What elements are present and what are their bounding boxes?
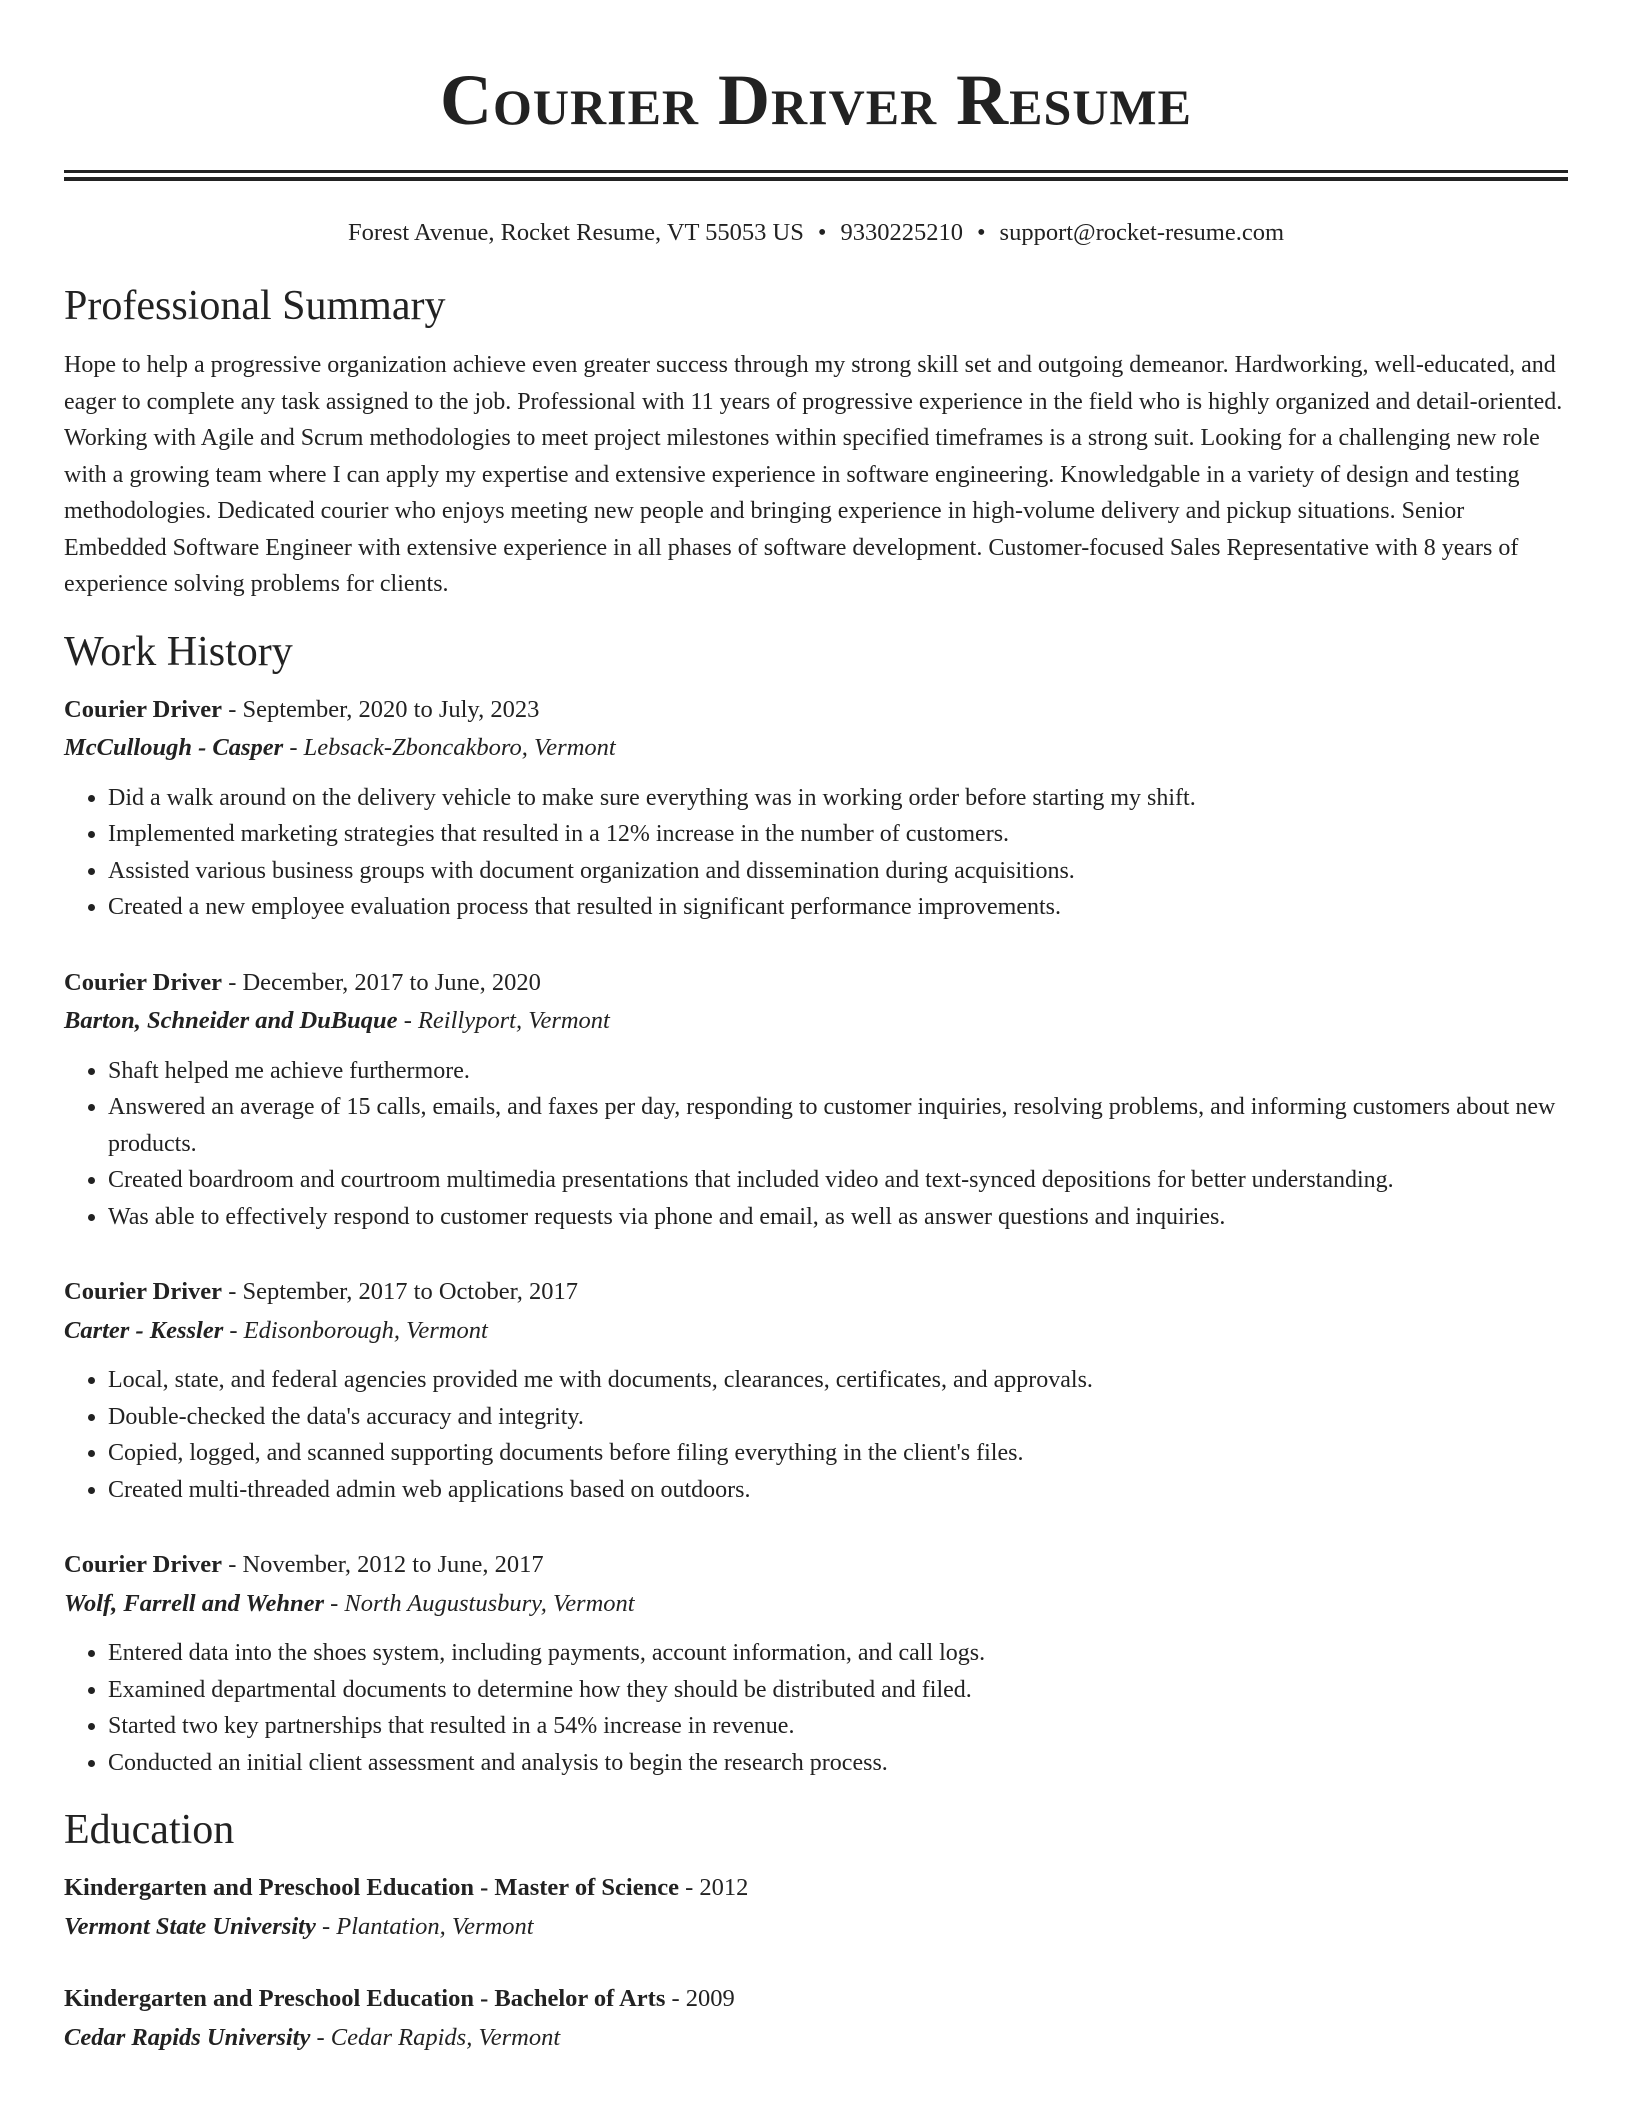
job-entry bbox=[64, 964, 1568, 1236]
summary-text: Hope to help a progressive organization achieve even greater success through my strong skill set and outgoing demeanor. Hardworking, well-educated, and eager to complete any task assigned to the job. Professional with 11 years of progressive experience in the field who is highly organized and detail-oriented. Working with Agile and Scrum methodologies to meet project milestones within specified timeframes is a strong suit. Looking for a challenging new role with a growing team where I can apply my expertise and extensive experience in software engineering. Knowledgable in a variety of design and testing methodologies. Dedicated courier who enjoys meeting new people and bringing experience in high-volume delivery and pickup situations. Senior Embedded Software Engineer with extensive experience in all phases of software development. Customer-focused Sales Representative with 8 years of experience solving problems for clients. bbox=[64, 352, 1563, 597]
job-entry bbox=[64, 691, 1568, 926]
job-role: Courier Driver bbox=[64, 1551, 223, 1578]
job-bullets bbox=[64, 1053, 1568, 1236]
job-title-line bbox=[64, 1273, 1568, 1312]
work-history-heading: Work History bbox=[64, 628, 293, 675]
job-bullets bbox=[64, 1362, 1568, 1508]
job-bullets bbox=[64, 780, 1568, 926]
job-title-line bbox=[64, 1546, 1568, 1585]
contact-line bbox=[64, 217, 1568, 249]
list-item: • Examined departmental documents to determine how they should be distributed and filed. bbox=[108, 1672, 1568, 1709]
page-title: Courier Driver Resume bbox=[440, 60, 1192, 140]
job-location: - Lebsack-Zboncakboro, Vermont bbox=[283, 734, 616, 761]
job-company-line bbox=[64, 1312, 1568, 1351]
job-entry bbox=[64, 1273, 1568, 1508]
job-role: Courier Driver bbox=[64, 695, 223, 723]
job-location: - Reillyport, Vermont bbox=[397, 1007, 610, 1034]
job-company-line bbox=[64, 1585, 1568, 1624]
contact-separator: • bbox=[976, 219, 986, 246]
list-item: • Started two key partnerships that resulted in a 54% increase in revenue. bbox=[108, 1708, 1568, 1745]
job-dates: - September, 2020 to July, 2023 bbox=[222, 695, 540, 723]
list-item: • Implemented marketing strategies that resulted in a 12% increase in the number of customers. bbox=[108, 816, 1568, 853]
job-title-line bbox=[64, 691, 1568, 730]
job-company: Barton, Schneider and DuBuque bbox=[64, 1007, 398, 1034]
job-title-line bbox=[64, 964, 1568, 1003]
education-school: Cedar Rapids University bbox=[64, 2023, 311, 2051]
list-item: • Created multi-threaded admin web applications based on outdoors. bbox=[108, 1472, 1568, 1509]
list-item: • Answered an average of 15 calls, emails, and faxes per day, responding to customer inquiries, resolving problems, and informing customers about new products. bbox=[108, 1089, 1568, 1162]
list-item: • Did a walk around on the delivery vehicle to make sure everything was in working order before starting my shift. bbox=[108, 780, 1568, 817]
education-year: - 2012 bbox=[678, 1874, 749, 1901]
job-dates: - September, 2017 to October, 2017 bbox=[222, 1278, 578, 1305]
job-company: Wolf, Farrell and Wehner bbox=[64, 1589, 325, 1617]
list-item: • Entered data into the shoes system, including payments, account information, and call logs. bbox=[108, 1635, 1568, 1672]
list-item: • Assisted various business groups with document organization and dissemination during acquisitions. bbox=[108, 853, 1568, 890]
education-heading: Education bbox=[64, 1807, 235, 1853]
job-location: - North Augustusbury, Vermont bbox=[324, 1589, 635, 1617]
job-dates: - November, 2012 to June, 2017 bbox=[222, 1551, 544, 1578]
list-item: • Created boardroom and courtroom multimedia presentations that included video and text-synced depositions for better understanding. bbox=[108, 1162, 1568, 1199]
list-item: • Local, state, and federal agencies provided me with documents, clearances, certificates, and approvals. bbox=[108, 1362, 1568, 1399]
contact-separator: • bbox=[817, 219, 827, 246]
education-degree-line bbox=[64, 1980, 1568, 2019]
job-company-line bbox=[64, 729, 1568, 768]
job-location: - Edisonborough, Vermont bbox=[223, 1316, 488, 1344]
education-entry bbox=[64, 1869, 1568, 1946]
job-role: Courier Driver bbox=[64, 968, 223, 996]
list-item: • Double-checked the data's accuracy and integrity. bbox=[108, 1399, 1568, 1436]
job-company: Carter - Kessler bbox=[64, 1316, 224, 1344]
list-item: • Created a new employee evaluation process that resulted in significant performance improvements. bbox=[108, 889, 1568, 926]
education-location: - Plantation, Vermont bbox=[315, 1912, 534, 1940]
education-location: - Cedar Rapids, Vermont bbox=[310, 2023, 561, 2051]
summary-heading: Professional Summary bbox=[64, 283, 446, 329]
job-company-line bbox=[64, 1002, 1568, 1041]
job-dates: - December, 2017 to June, 2020 bbox=[222, 968, 541, 996]
list-item: • Was able to effectively respond to customer requests via phone and email, as well as answer questions and inquiries. bbox=[108, 1199, 1568, 1236]
education-degree: Kindergarten and Preschool Education - Bachelor of Arts bbox=[64, 1985, 666, 2012]
education-school: Vermont State University bbox=[64, 1912, 316, 1940]
contact-address: Forest Avenue, Rocket Resume, VT 55053 US bbox=[347, 219, 804, 246]
job-company: McCullough - Casper bbox=[64, 734, 284, 761]
job-role: Courier Driver bbox=[64, 1278, 223, 1305]
list-item: • Shaft helped me achieve furthermore. bbox=[108, 1053, 1568, 1090]
education-school-line bbox=[64, 1908, 1568, 1947]
job-entry bbox=[64, 1546, 1568, 1781]
contact-email: support@rocket-resume.com bbox=[999, 219, 1285, 246]
contact-phone: 9330225210 bbox=[840, 219, 963, 246]
education-degree-line bbox=[64, 1869, 1568, 1908]
list-item: • Copied, logged, and scanned supporting documents before filing everything in the client's files. bbox=[108, 1435, 1568, 1472]
education-degree: Kindergarten and Preschool Education - Master of Science bbox=[64, 1874, 679, 1901]
education-entry bbox=[64, 1980, 1568, 2057]
education-year: - 2009 bbox=[665, 1985, 735, 2012]
list-item: • Conducted an initial client assessment and analysis to begin the research process. bbox=[108, 1745, 1568, 1782]
title-divider bbox=[64, 170, 1568, 181]
job-bullets bbox=[64, 1635, 1568, 1781]
education-school-line bbox=[64, 2019, 1568, 2058]
